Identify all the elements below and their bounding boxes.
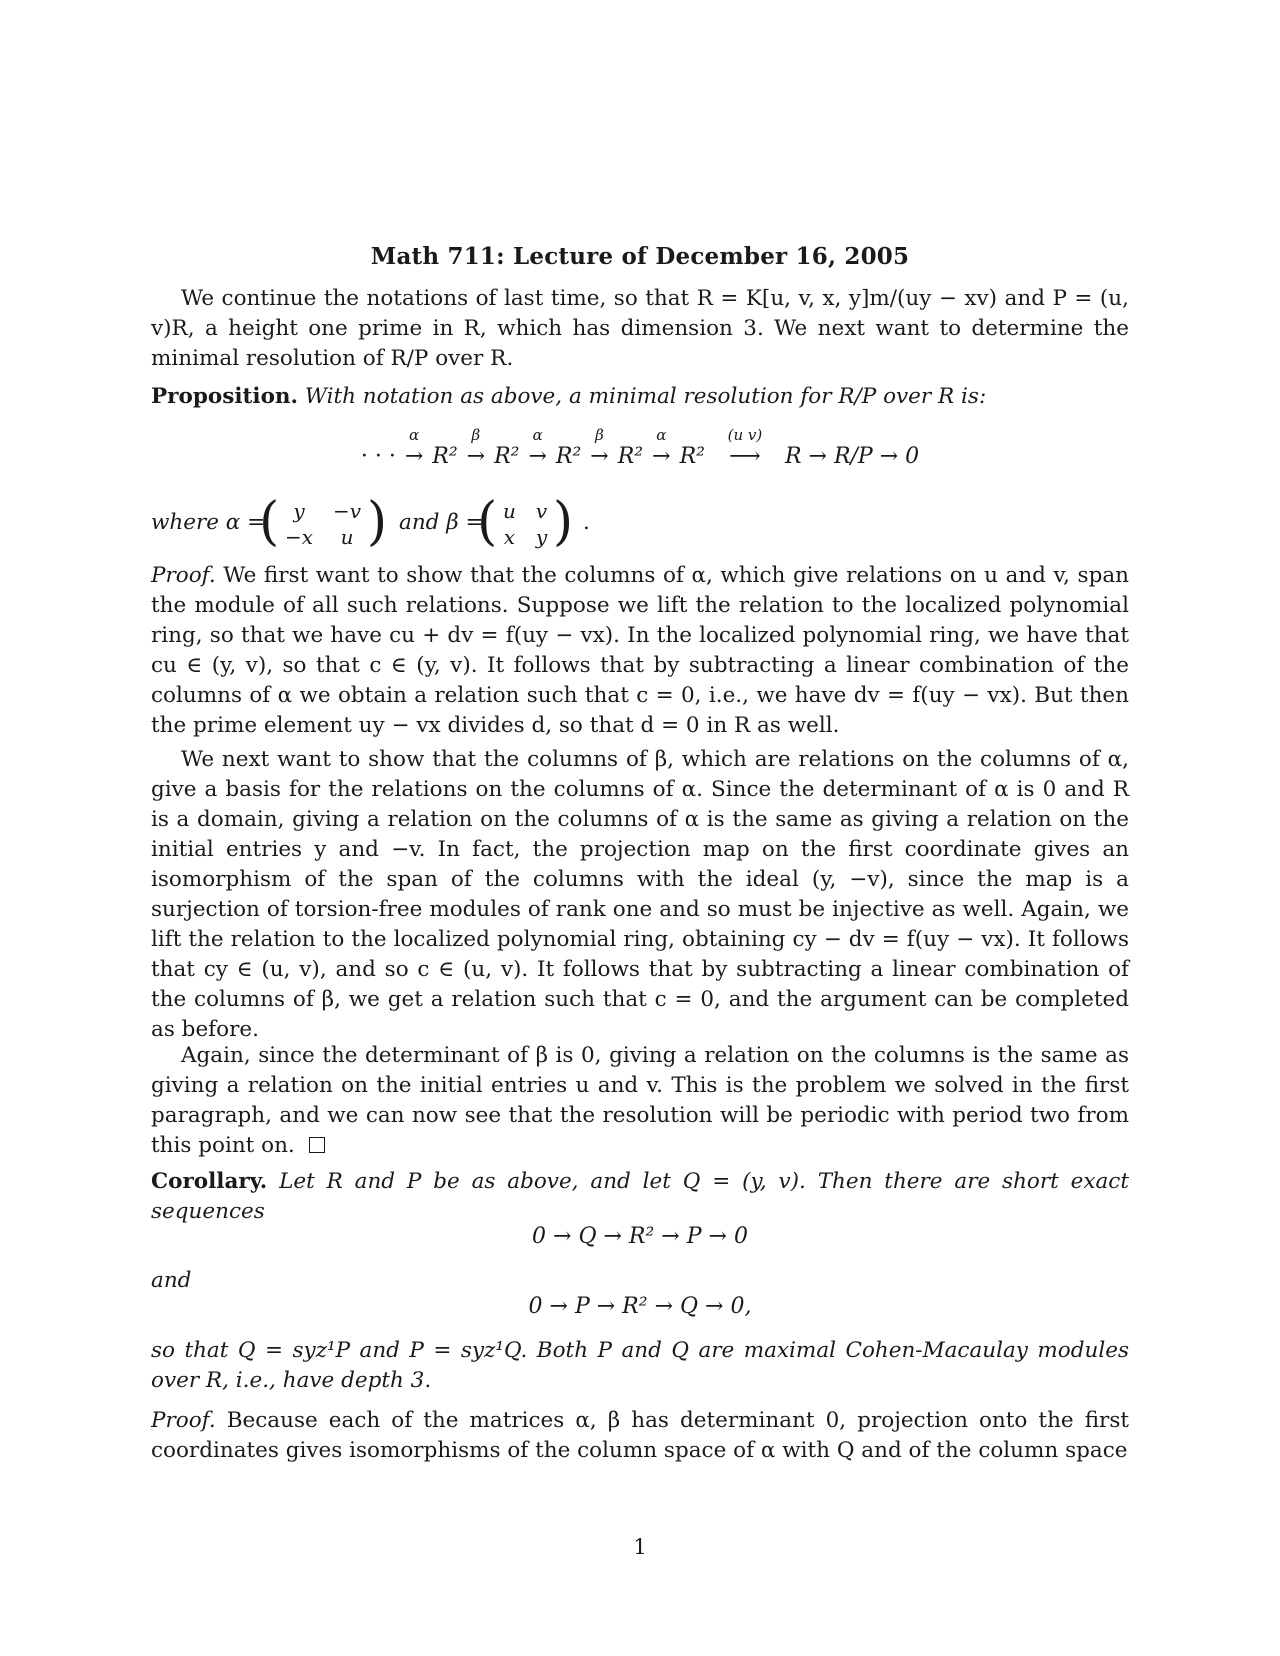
- paragraph-3: [151, 1041, 1129, 1161]
- exact-sequence-1: 0 → Q → R² → P → 0: [532, 1224, 748, 1249]
- intro-paragraph: We continue the notations of last time, so that R = K[u, v, x, y]m/(uy − xv) and P = (u, v)R, a height one prime in R, which has dimension 3. We next want to determine the minimal resolution of R/P over R.: [151, 286, 1129, 371]
- proof-2: [151, 1406, 1129, 1466]
- module-term: R²: [432, 444, 458, 469]
- matrix-definitions: [151, 492, 1129, 558]
- beta-matrix: ( u v x y ): [477, 492, 574, 552]
- paragraph-3-text: Again, since the determinant of β is 0, giving a relation on the columns is the same as giving a relation on the initial entries u and v. This is the problem we solved in the first paragraph, and we can now see that the resolution will be periodic with period two from this point on.: [151, 1043, 1129, 1158]
- matrix-entry: −x: [285, 525, 314, 549]
- page-number: 1: [633, 1535, 647, 1559]
- matrix-entry: y: [293, 499, 305, 523]
- where-prefix: where α =: [151, 510, 266, 535]
- proposition-text: With notation as above, a minimal resolution for R/P over R is:: [304, 384, 987, 409]
- proof-label: Proof.: [151, 563, 216, 588]
- matrix-entry: u: [340, 525, 354, 549]
- resolution-sequence: · · · α → R² β → R² α → R² β → R² α → R² (u v) ⟶ R → R/P → 0: [360, 426, 920, 469]
- paragraph-2: We next want to show that the columns of β, which are relations on the columns of α, give a basis for the relations on the columns of α. Since the determinant of α is 0 and R is a domain, giving a relation on the columns of α is the same as giving a relation on the initial entries y and −v. In fact, the projection map on the first coordinate gives an isomorphism of the span of the columns with the ideal (y, −v), since the map is a surjection of torsion-free modules of rank one and so must be injective as well. Again, we lift the relation to the localized polynomial ring, obtaining cy − dv = f(uy − vx). It follows that cy ∈ (u, v), and so c ∈ (u, v). It follows that by subtracting a linear combination of the columns of β, we get a relation such that c = 0, and the argument can be completed as before.: [151, 747, 1129, 1042]
- proof-1: [151, 561, 1129, 741]
- map-label: β: [471, 426, 481, 444]
- corollary-text: Let R and P be as above, and let Q = (y, v). Then there are short exact sequences: [151, 1169, 1129, 1224]
- map-label: α: [532, 426, 543, 444]
- corollary: [151, 1167, 1129, 1227]
- corollary-label: Corollary.: [151, 1169, 268, 1194]
- map-label: β: [595, 426, 604, 444]
- corollary-tail: so that Q = syz¹P and P = syz¹Q. Both P and Q are maximal Cohen-Macaulay modules over R, i.e., have depth 3.: [151, 1338, 1129, 1393]
- matrix-entry: y: [535, 525, 548, 549]
- page-title: Math 711: Lecture of December 16, 2005: [370, 243, 910, 270]
- map-label: α: [656, 426, 667, 444]
- resolution-dots: · · ·: [360, 444, 396, 469]
- proof-2-text: Because each of the matrices α, β has determinant 0, projection onto the first coordinates gives isomorphisms of the column space of α with Q and of the column space: [151, 1408, 1129, 1463]
- proposition-label: Proposition.: [151, 384, 299, 409]
- matrix-entry: −v: [333, 499, 362, 523]
- map-label-last: (u v): [727, 426, 763, 444]
- qed-square-icon: [309, 1137, 325, 1153]
- module-term: R²: [494, 444, 520, 469]
- where-end: .: [583, 510, 590, 535]
- resolution-tail: R → R/P → 0: [784, 444, 920, 469]
- where-mid: and β =: [399, 510, 484, 535]
- module-term: R²: [679, 444, 705, 469]
- module-term: R²: [555, 444, 582, 469]
- matrix-entry: x: [503, 525, 516, 549]
- proof-1-text: We first want to show that the columns of α, which give relations on u and v, span the module of all such relations. Suppose we lift the relation to the localized polynomial ring, so that we have cu + dv = f(uy − vx). In the localized polynomial ring, we have that cu ∈ (y, v), so that c ∈ (y, v). It follows that by subtracting a linear combination of the columns of α we obtain a relation such that c = 0, i.e., we have dv = f(uy − vx). But then the prime element uy − vx divides d, so that d = 0 in R as well.: [151, 563, 1129, 738]
- alpha-matrix: ( y −v −x u ): [259, 492, 388, 552]
- and-word: and: [151, 1268, 192, 1293]
- matrix-entry: v: [535, 499, 548, 523]
- proof-label: Proof.: [151, 1408, 216, 1433]
- map-label: α: [408, 426, 420, 444]
- matrix-entry: u: [503, 499, 516, 523]
- exact-sequence-2: 0 → P → R² → Q → 0,: [528, 1294, 752, 1319]
- module-term: R²: [617, 444, 644, 469]
- proposition: [151, 382, 1129, 412]
